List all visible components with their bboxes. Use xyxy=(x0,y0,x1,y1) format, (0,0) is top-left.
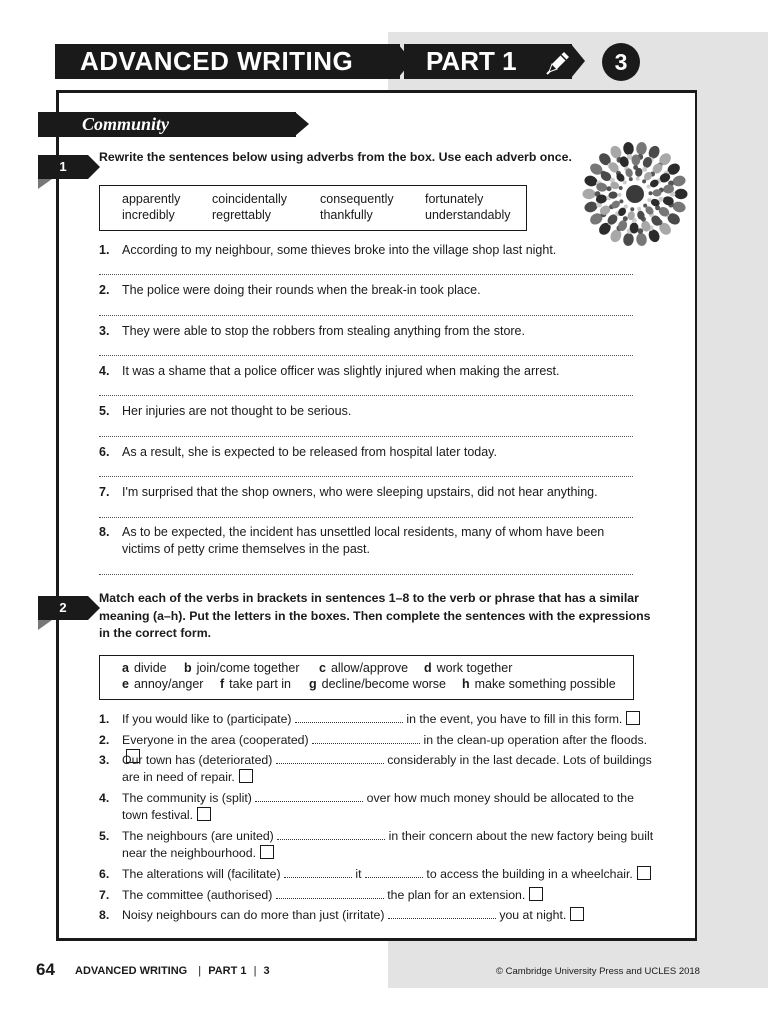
adverb-word: regrettably xyxy=(212,208,272,222)
page-number: 64 xyxy=(36,960,55,979)
option-key: g xyxy=(309,677,317,691)
adverb-word: incredibly xyxy=(122,208,175,222)
answer-gap[interactable] xyxy=(276,752,384,764)
sentence-end: you at night. xyxy=(499,908,567,922)
sentence-end: in the event, you have to fill in this form. xyxy=(406,712,623,726)
answer-gap[interactable] xyxy=(312,732,420,744)
sentence-end: in their concern about the new factory being built near the neighbourhood. xyxy=(122,829,654,860)
footer-separator: | xyxy=(253,965,257,977)
options-box xyxy=(99,655,634,700)
sentence-end: the plan for an extension. xyxy=(387,888,526,902)
adverb-word: consequently xyxy=(320,192,394,206)
pen-icon xyxy=(544,47,574,77)
section-title: Community xyxy=(82,114,170,134)
adverb-word: fortunately xyxy=(425,192,484,206)
option-item xyxy=(122,677,203,691)
footer-unit: 3 xyxy=(263,965,270,977)
sentence-start: The alterations will (facilitate) xyxy=(122,867,281,881)
item-sentence xyxy=(122,711,657,728)
answer-line[interactable] xyxy=(99,436,633,437)
exercise-1-number xyxy=(38,155,88,179)
sentence-end: considerably in the last decade. Lots of buildings are in need of repair. xyxy=(122,753,652,784)
item-number: 8. xyxy=(99,525,110,539)
item-sentence xyxy=(122,907,657,924)
option-text: allow/approve xyxy=(330,661,409,675)
footer-part: PART 1 xyxy=(208,965,247,977)
item-number: 7. xyxy=(99,888,110,902)
option-text: join/come together xyxy=(196,661,300,675)
item-sentence xyxy=(122,866,657,883)
item-sentence: They were able to stop the robbers from stealing anything from the store. xyxy=(122,324,525,338)
option-key: h xyxy=(462,677,470,691)
sentence-start: The community is (split) xyxy=(122,791,252,805)
item-number: 2. xyxy=(99,283,110,297)
answer-line[interactable] xyxy=(99,274,633,275)
answer-line[interactable] xyxy=(99,355,633,356)
exercise-1-number-label: 1 xyxy=(59,159,67,174)
sentence-start: Our town has (deteriorated) xyxy=(122,753,273,767)
item-sentence xyxy=(122,790,657,824)
adverb-word: understandably xyxy=(425,208,511,222)
item-sentence xyxy=(122,887,657,904)
item-number: 2. xyxy=(99,733,110,747)
item-number: 3. xyxy=(99,753,110,767)
item-sentence xyxy=(122,752,657,786)
option-key: d xyxy=(424,661,432,675)
answer-letter-box[interactable] xyxy=(637,866,651,880)
option-item xyxy=(122,661,167,675)
option-key: e xyxy=(122,677,129,691)
exercise-1-instruction: Rewrite the sentences below using adverbs from the box. Use each adverb once. xyxy=(99,150,572,164)
item-number: 7. xyxy=(99,485,110,499)
sentence-middle: it xyxy=(355,867,362,881)
answer-line[interactable] xyxy=(99,476,633,477)
answer-line[interactable] xyxy=(99,395,633,396)
sentence-start: The committee (authorised) xyxy=(122,888,273,902)
item-number: 6. xyxy=(99,867,110,881)
answer-line[interactable] xyxy=(99,574,633,575)
sentence-end: over how much money should be allocated to the town festival. xyxy=(122,791,634,822)
answer-line[interactable] xyxy=(99,315,633,316)
item-sentence: The police were doing their rounds when the break-in took place. xyxy=(122,283,481,297)
item-sentence xyxy=(122,828,657,862)
option-text: make something possible xyxy=(474,677,616,691)
answer-gap[interactable] xyxy=(255,790,363,802)
option-text: work together xyxy=(436,661,513,675)
answer-letter-box[interactable] xyxy=(529,887,543,901)
community-circle-image xyxy=(580,141,690,247)
option-item xyxy=(462,677,616,691)
option-key: a xyxy=(122,661,129,675)
footer-running-title xyxy=(75,965,270,977)
option-item xyxy=(309,677,446,691)
adverb-word: coincidentally xyxy=(212,192,288,206)
option-key: b xyxy=(184,661,192,675)
answer-letter-box[interactable] xyxy=(197,807,211,821)
item-number: 3. xyxy=(99,324,110,338)
item-sentence: Her injuries are not thought to be serious. xyxy=(122,404,352,418)
answer-letter-box[interactable] xyxy=(260,845,274,859)
item-sentence: I'm surprised that the shop owners, who were sleeping upstairs, did not hear anything. xyxy=(122,485,598,499)
header-part: PART 1 xyxy=(426,46,517,76)
item-number: 6. xyxy=(99,445,110,459)
item-number: 4. xyxy=(99,791,110,805)
answer-gap[interactable] xyxy=(388,907,496,919)
option-key: f xyxy=(220,677,225,691)
adverb-box xyxy=(99,185,527,231)
copyright-notice: © Cambridge University Press and UCLES 2018 xyxy=(496,966,700,977)
answer-gap[interactable] xyxy=(295,711,403,723)
answer-letter-box[interactable] xyxy=(570,907,584,921)
sentence-start: The neighbours (are united) xyxy=(122,829,274,843)
answer-letter-box[interactable] xyxy=(626,711,640,725)
option-text: annoy/anger xyxy=(133,677,204,691)
footer-book-title: ADVANCED WRITING xyxy=(75,965,188,977)
exercise-2-number-label: 2 xyxy=(59,600,67,615)
option-item xyxy=(319,661,408,675)
exercise-2-instruction: Match each of the verbs in brackets in sentences 1–8 to the verb or phrase that has a similar meaning (a–h). Put the letters in the boxes. Then complete the sentences with the expressions in the correct form. xyxy=(99,591,651,640)
header-title: ADVANCED WRITING xyxy=(80,46,354,76)
sentence-start: If you would like to (participate) xyxy=(122,712,292,726)
answer-gap[interactable] xyxy=(277,828,385,840)
adverb-word: thankfully xyxy=(320,208,373,222)
section-arrow xyxy=(295,112,309,136)
option-text: decline/become worse xyxy=(321,677,447,691)
answer-letter-box[interactable] xyxy=(239,769,253,783)
sentence-start: Everyone in the area (cooperated) xyxy=(122,733,309,747)
sentence-end: to access the building in a wheelchair. xyxy=(426,867,633,881)
item-number: 5. xyxy=(99,829,110,843)
item-number: 1. xyxy=(99,712,110,726)
item-number: 1. xyxy=(99,243,110,257)
item-number: 5. xyxy=(99,404,110,418)
item-sentence: As to be expected, the incident has unsettled local residents, many of whom have been victims of petty crime themselves in the past. xyxy=(122,525,605,556)
item-sentence: As a result, she is expected to be released from hospital later today. xyxy=(122,445,497,459)
answer-line[interactable] xyxy=(99,517,633,518)
sentence-start: Noisy neighbours can do more than just (irritate) xyxy=(122,908,385,922)
option-text: take part in xyxy=(229,677,292,691)
option-item xyxy=(184,661,299,675)
option-item xyxy=(220,677,291,691)
option-text: divide xyxy=(133,661,167,675)
answer-gap[interactable] xyxy=(276,887,384,899)
item-number: 4. xyxy=(99,364,110,378)
answer-gap[interactable] xyxy=(365,866,423,878)
option-key: c xyxy=(319,661,326,675)
adverb-word: apparently xyxy=(122,192,181,206)
unit-number: 3 xyxy=(602,43,640,81)
option-item xyxy=(424,661,512,675)
sentence-end: in the clean-up operation after the floods. xyxy=(423,733,648,747)
item-sentence: It was a shame that a police officer was slightly injured when making the arrest. xyxy=(122,364,560,378)
item-sentence: According to my neighbour, some thieves broke into the village shop last night. xyxy=(122,243,557,257)
item-number: 8. xyxy=(99,908,110,922)
answer-gap[interactable] xyxy=(284,866,352,878)
exercise-2-number xyxy=(38,596,88,620)
footer-separator: | xyxy=(198,965,202,977)
